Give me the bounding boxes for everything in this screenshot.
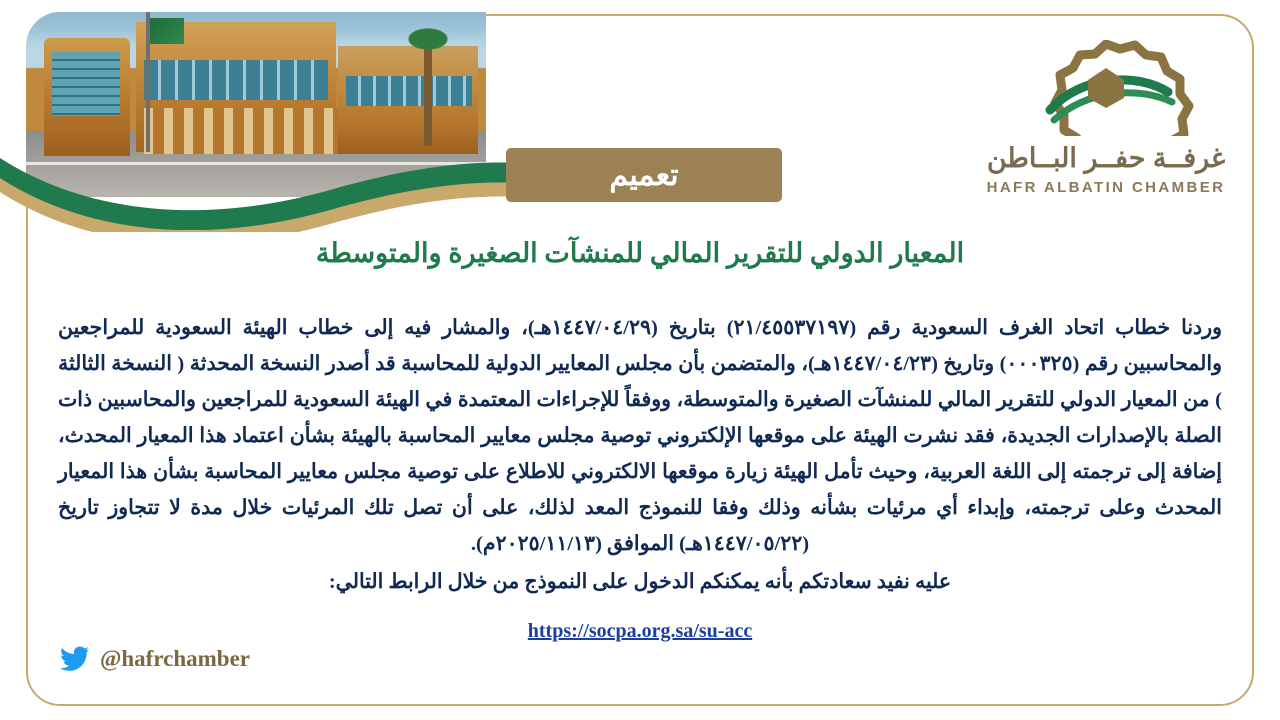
document-title: المعيار الدولي للتقرير المالي للمنشآت الصغيرة والمتوسطة: [315, 238, 965, 268]
chamber-logo-mark: [976, 40, 1236, 136]
form-link-wrapper: [0, 620, 1280, 643]
chamber-logo-english-name: HAFR ALBATIN CHAMBER: [986, 179, 1226, 196]
social-handle-text: @hafrchamber: [100, 646, 251, 671]
chamber-logo: [976, 40, 1236, 210]
body-paragraph: وردنا خطاب اتحاد الغرف السعودية رقم (٢١/٤٥٥٣٧١٩٧) بتاريخ (١٤٤٧/٠٤/٢٩هـ)، والمشار فيه إلى خطاب الهيئة السعودية للمراجعين والمحاسبين رقم (٠٠٠٣٢٥) وتاريخ (١٤٤٧/٠٤/٢٣هـ)، والمتضمن بأن مجلس المعايير الدولية للمحاسبة قد أصدر النسخة المحدثة ( النسخة الثالثة ) من المعيار الدولي للتقرير المالي للمنشآت الصغيرة والمتوسطة، ووفقاً للإجراءات المعتمدة في الهيئة السعودية للمراجعين والمحاسبين ذات الصلة بالإصدارات الجديدة، فقد نشرت الهيئة على موقعها الإلكتروني توصية مجلس معايير المحاسبة بالهيئة بشأن اعتماد هذا المعيار المحدث، إضافة إلى ترجمته إلى اللغة العربية، وحيث تأمل الهيئة زيارة موقعها الالكتروني للاطلاع على توصية مجلس معايير المحاسبة بشأن هذا المعيار المحدث وعلى ترجمته، وإبداء أي مرئيات بشأنه وذلك وفقا للنموذج المعد لذلك، على أن تصل تلك المرئيات خلال مدة لا تتجاوز تاريخ (١٤٤٧/٠٥/٢٢هـ) الموافق (٢٠٢٥/١١/١٣م).: [58, 317, 1222, 555]
document-body: [58, 310, 1222, 600]
social-handle[interactable]: [60, 646, 250, 672]
gold-swoosh-decoration: [0, 152, 560, 232]
form-link[interactable]: https://socpa.org.sa/su-acc: [527, 620, 753, 642]
closing-line: عليه نفيد سعادتكم بأنه يمكنكم الدخول على النموذج من خلال الرابط التالي:: [328, 571, 952, 593]
circular-badge: تعميم: [506, 148, 782, 202]
twitter-bird-icon: [60, 646, 90, 672]
chamber-logo-arabic-name: غرفــة حفــر البــاطن: [986, 143, 1226, 173]
